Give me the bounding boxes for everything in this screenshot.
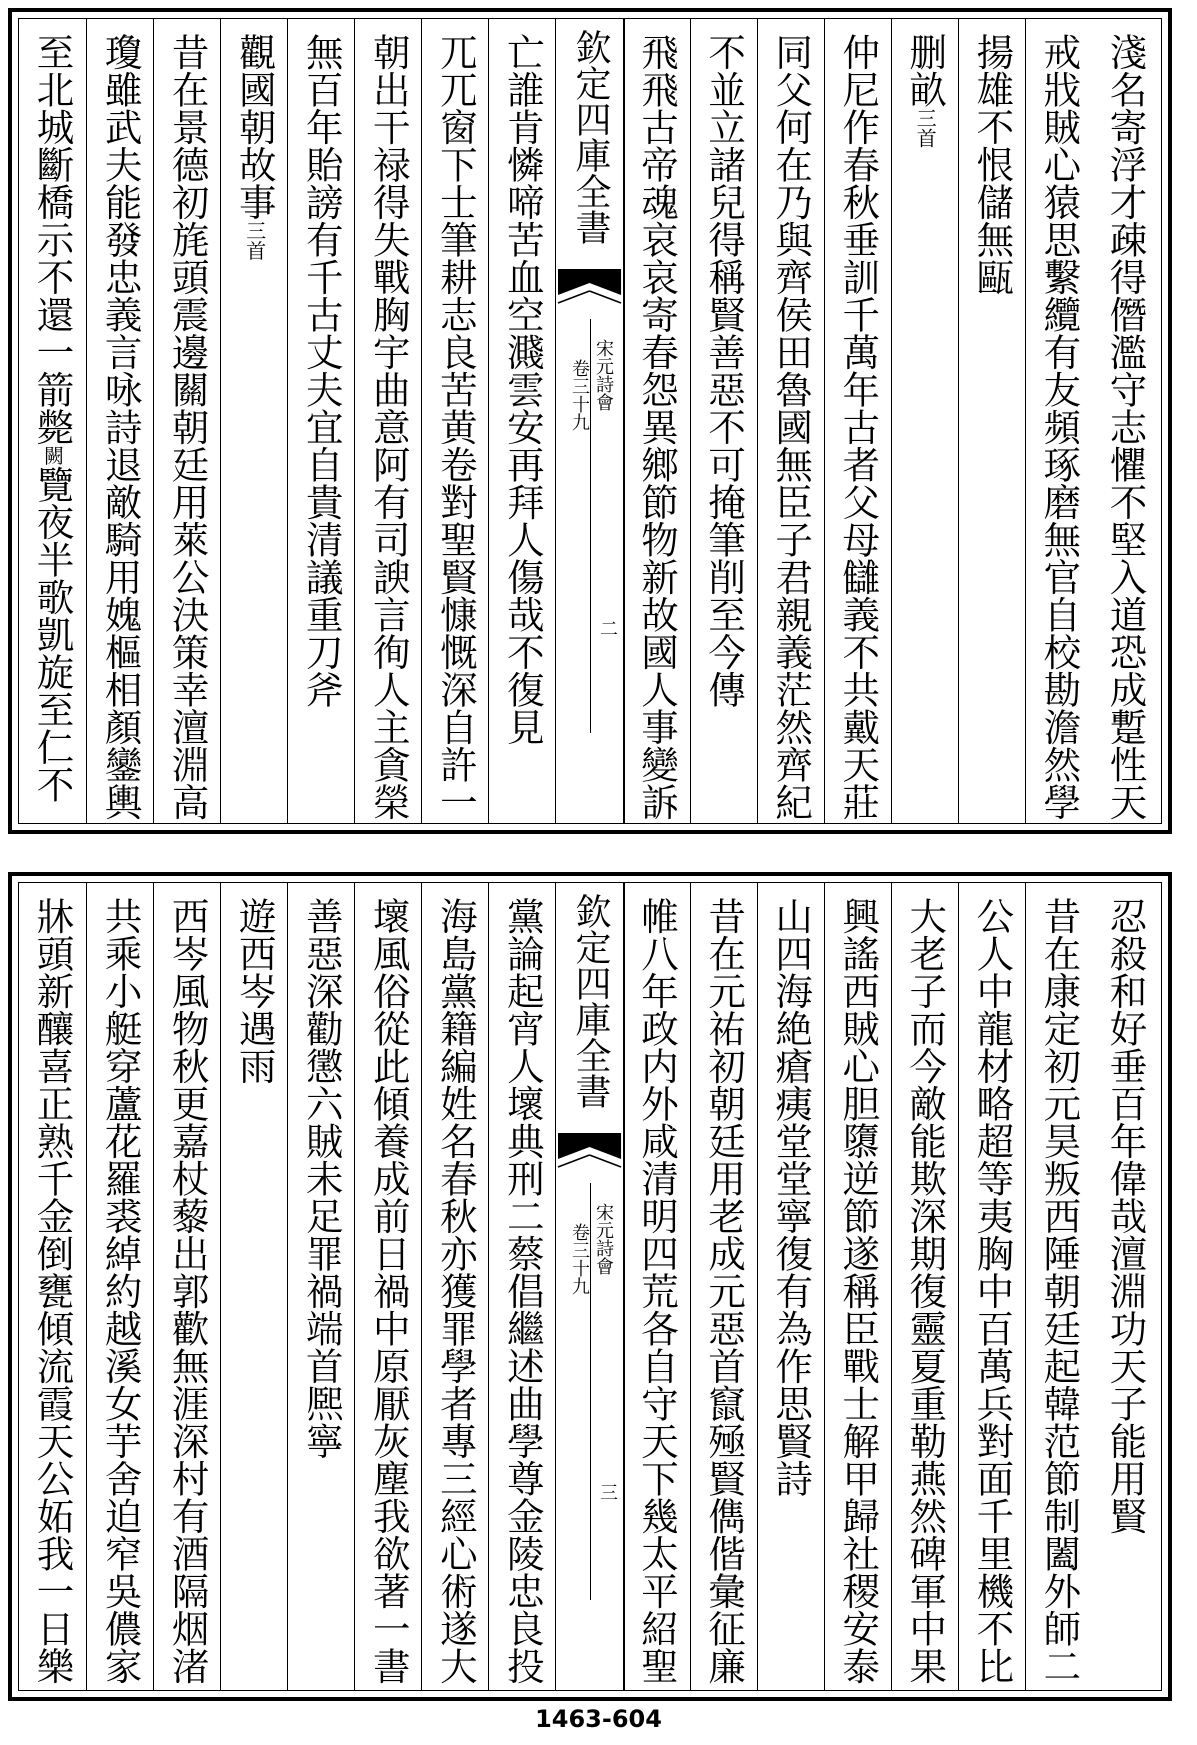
column-text: 西岑風物秋更嘉杖藜出郭歡無涯深村有酒隔烟渚 <box>165 897 210 1685</box>
column-text: 戒戕賊心猿思繫纜有友頻琢磨無官自校勘澹然學 <box>1037 33 1082 821</box>
column-text: 昔在元祐初朝廷用老成元惡首竄殛賢儁偕彙征廉 <box>702 897 747 1685</box>
fishtail-mark-icon <box>556 269 623 313</box>
text-column <box>86 883 154 1690</box>
text-column <box>958 883 1026 1690</box>
volume-label: 卷三十九 <box>568 359 590 431</box>
top-page <box>8 8 1172 834</box>
folio-number: 二 <box>596 619 618 637</box>
spine-column <box>555 883 624 1690</box>
text-column <box>690 883 758 1690</box>
text-column <box>421 883 489 1690</box>
text-column <box>824 19 892 823</box>
text-column <box>488 19 556 823</box>
spine-center-rule <box>590 319 591 733</box>
text-column <box>19 19 86 823</box>
column-text: 删畝三首 <box>903 33 948 148</box>
text-column <box>623 883 691 1690</box>
text-column <box>153 883 221 1690</box>
column-text: 公人中龍材略超等夷胸中百萬兵對面千里機不比 <box>970 897 1015 1685</box>
spine-column <box>555 19 624 823</box>
fishtail-mark-icon <box>556 1133 623 1177</box>
column-text: 帷八年政内外咸清明四荒各自守天下幾太平紹聖 <box>635 897 680 1685</box>
column-text: 仲尼作春秋垂訓千萬年古者父母讎義不共戴天莊 <box>836 33 881 821</box>
column-text: 同父何在乃與齊侯田魯國無臣子君親義茫然齊紀 <box>769 33 814 821</box>
text-column <box>220 883 288 1690</box>
column-text: 揚雄不恨儲無甌 <box>970 33 1015 296</box>
column-text: 瓊雖武夫能發忠義言咏詩退敵騎用媿樞相顏鑾輿 <box>98 33 143 821</box>
text-column <box>891 883 959 1690</box>
annotation-note: 闕 <box>40 445 65 466</box>
text-column <box>86 19 154 823</box>
text-column <box>421 19 489 823</box>
annotation-note: 三首 <box>242 220 267 261</box>
text-column <box>1025 19 1093 823</box>
top-page-frame <box>18 18 1162 824</box>
text-column <box>354 883 422 1690</box>
column-text: 遊西岑遇雨 <box>232 897 277 1085</box>
column-text: 大老子而今敵能欺深期復靈夏重勒燕然碑軍中果 <box>903 897 948 1685</box>
text-column <box>757 883 825 1690</box>
text-column <box>891 19 959 823</box>
column-text: 不並立諸兒得稱賢善惡不可掩筆削至今傳 <box>702 33 747 708</box>
column-text: 山四海絶瘡痍堂堂寧復有為作思賢詩 <box>769 897 814 1497</box>
text-column <box>757 19 825 823</box>
column-text: 至北城斷橋示不還一箭斃闕覽夜半歌凱旋至仁不 <box>30 33 75 803</box>
collection-title: 宋元詩會 <box>592 1203 614 1275</box>
column-text: 飛飛古帝魂哀哀寄春怨異鄉節物新故國人事變訴 <box>635 33 680 821</box>
column-text: 共乘小艇穿蘆花羅裘綽約越溪女芋舍迫窄吳儂家 <box>98 897 143 1685</box>
text-column <box>1092 883 1159 1690</box>
text-column <box>1092 19 1159 823</box>
column-text: 牀頭新釀喜正熟千金倒甕傾流霞天公妬我一日樂 <box>30 897 75 1685</box>
column-text: 壞風俗從此傾養成前日禍中原厭灰塵我欲著一書 <box>366 897 411 1685</box>
column-text: 興謠西賊心胆隳逆節遂稱臣戰士解甲歸社稷安泰 <box>836 897 881 1685</box>
column-text: 朝出干禄得失戰胸宇曲意阿有司諛言徇人主貪榮 <box>366 33 411 821</box>
column-text: 善惡深勸懲六賊未足罪禍端首熈寧 <box>299 897 344 1460</box>
column-text: 黨論起宵人壞典刑二蔡倡繼述曲學尊金陵忠良投 <box>500 897 545 1685</box>
column-text: 亡誰肯憐啼苦血空濺雲安再拜人傷哉不復見 <box>500 33 545 746</box>
text-column <box>153 19 221 823</box>
annotation-note: 三首 <box>913 108 938 148</box>
text-column <box>690 19 758 823</box>
folio-number: 三 <box>596 1483 618 1501</box>
book-title: 欽定四庫全書 <box>569 29 611 245</box>
column-text: 海島黨籍編姓名春秋亦獲罪學者專三經心術遂大 <box>433 897 478 1685</box>
volume-label: 卷三十九 <box>568 1223 590 1295</box>
bottom-page <box>8 872 1172 1701</box>
column-text: 兀兀窗下士筆耕志良苦黄卷對聖賢慷慨深自許一 <box>433 33 478 821</box>
collection-title: 宋元詩會 <box>592 339 614 411</box>
column-text: 無百年貽謗有千古丈夫宜自貴清議重刀斧 <box>299 33 344 708</box>
column-text: 淺名寄浮才疎得僭濫守志懼不堅入道恐成蹔性天 <box>1103 33 1148 821</box>
column-text-continued: 覽夜半歌凱旋至仁不 <box>30 465 75 803</box>
text-column <box>824 883 892 1690</box>
bottom-page-frame <box>18 882 1162 1691</box>
page-number-footer: 1463-604 <box>535 1705 662 1733</box>
text-column <box>354 19 422 823</box>
text-column <box>220 19 288 823</box>
book-title: 欽定四庫全書 <box>569 893 611 1109</box>
column-text: 觀國朝故事三首 <box>232 33 277 261</box>
column-text: 昔在康定初元昊叛西陲朝廷起韓范節制闔外師二 <box>1037 897 1082 1685</box>
spine-center-rule <box>590 1183 591 1600</box>
text-column <box>488 883 556 1690</box>
text-column <box>287 19 355 823</box>
text-column <box>287 883 355 1690</box>
column-text: 昔在景德初旄頭震邊關朝廷用萊公決策幸澶淵高 <box>165 33 210 821</box>
text-column <box>958 19 1026 823</box>
column-text: 忍殺和好垂百年偉哉澶淵功天子能用賢 <box>1103 897 1148 1535</box>
text-column <box>1025 883 1093 1690</box>
text-column <box>19 883 86 1690</box>
text-column <box>623 19 691 823</box>
